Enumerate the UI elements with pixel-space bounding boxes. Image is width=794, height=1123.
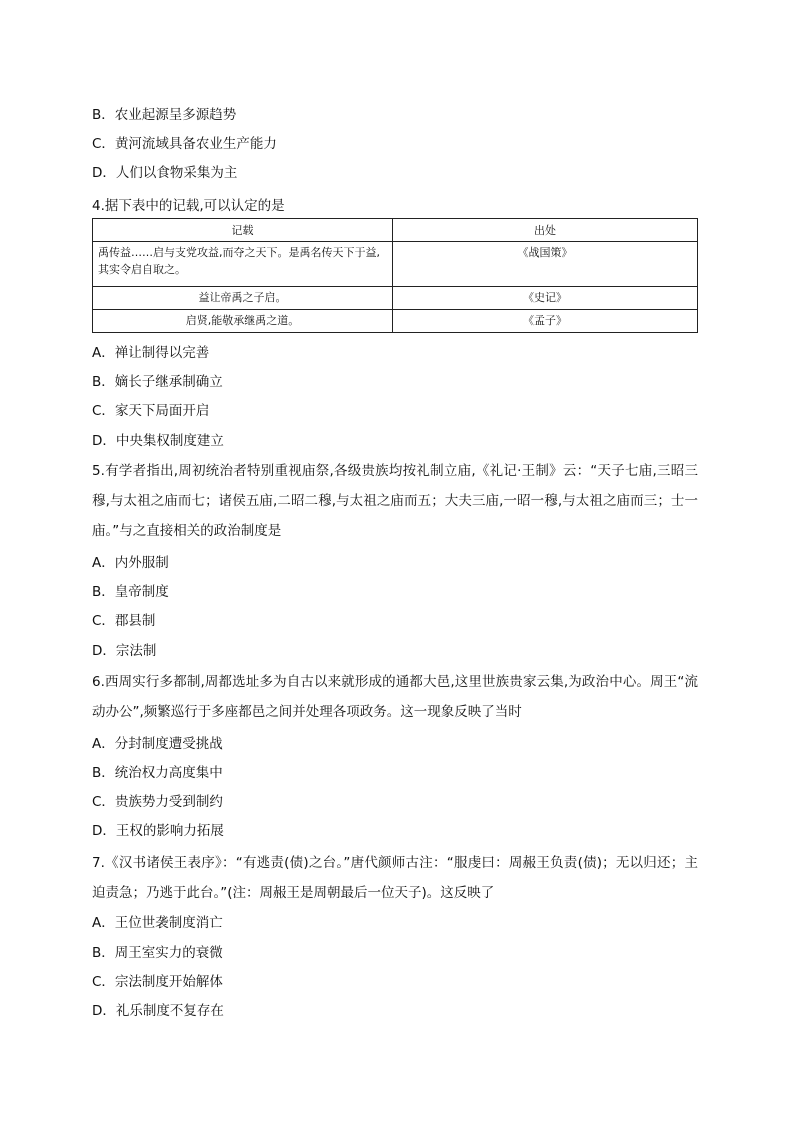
q4-stem: 4.据下表中的记载,可以认定的是 bbox=[92, 198, 285, 214]
option-letter: A． bbox=[92, 915, 115, 931]
option-letter: C． bbox=[92, 403, 115, 419]
q4-option-d bbox=[92, 432, 224, 450]
option-text: 王位世袭制度消亡 bbox=[114, 915, 223, 931]
option-letter: B． bbox=[92, 584, 115, 600]
q5-stem: 5.有学者指出,周初统治者特别重视庙祭,各级贵族均按礼制立庙,《礼记·王制》云：“天子七庙,三昭三穆,与太祖之庙而七；诸侯五庙,二昭二穆,与太祖之庙而五；大夫三庙,一昭一穆,与太祖之庙而三；士一庙。”与之直接相关的政治制度是 bbox=[92, 463, 698, 539]
option-text: 郡县制 bbox=[114, 613, 156, 629]
table-cell-source: 《战国策》 bbox=[393, 242, 698, 287]
table-row bbox=[93, 310, 698, 333]
q5-option-a bbox=[92, 554, 169, 572]
q4-option-a bbox=[92, 344, 209, 362]
option-letter: C． bbox=[92, 136, 115, 152]
option-text: 农业起源呈多源趋势 bbox=[114, 107, 237, 123]
table-header-record: 记载 bbox=[93, 219, 393, 242]
q4-option-c bbox=[92, 402, 209, 420]
option-text: 王权的影响力拓展 bbox=[115, 823, 224, 839]
q7-option-a bbox=[92, 914, 223, 932]
option-letter: D． bbox=[92, 433, 116, 449]
option-text: 嫡长子继承制确立 bbox=[114, 374, 223, 390]
q5-option-c bbox=[92, 612, 155, 630]
q7-option-d bbox=[92, 1002, 224, 1020]
q7-option-b bbox=[92, 944, 223, 962]
q4-option-b bbox=[92, 373, 223, 391]
table-row bbox=[93, 287, 698, 310]
option-text: 宗法制 bbox=[115, 643, 157, 659]
option-letter: B． bbox=[92, 765, 115, 781]
q3-option-b bbox=[92, 106, 236, 124]
option-letter: B． bbox=[92, 374, 115, 390]
option-text: 家天下局面开启 bbox=[114, 403, 210, 419]
q5-option-d bbox=[92, 642, 156, 660]
table-header-source: 出处 bbox=[393, 219, 698, 242]
q6-option-c bbox=[92, 793, 223, 811]
option-text: 宗法制度开始解体 bbox=[114, 974, 223, 990]
option-text: 礼乐制度不复存在 bbox=[115, 1003, 224, 1019]
option-letter: A． bbox=[92, 736, 115, 752]
q6-option-d bbox=[92, 822, 224, 840]
table-header-row bbox=[93, 219, 698, 242]
option-text: 中央集权制度建立 bbox=[115, 433, 224, 449]
q6-option-b bbox=[92, 764, 223, 782]
option-letter: A． bbox=[92, 555, 115, 571]
option-text: 黄河流域具备农业生产能力 bbox=[114, 136, 277, 152]
option-text: 贵族势力受到制约 bbox=[114, 794, 223, 810]
option-letter: B． bbox=[92, 945, 115, 961]
option-letter: D． bbox=[92, 1003, 116, 1019]
option-letter: D． bbox=[92, 643, 116, 659]
q4-records-table bbox=[92, 218, 698, 333]
option-letter: C． bbox=[92, 794, 115, 810]
q7-option-c bbox=[92, 973, 223, 991]
option-text: 周王室实力的衰微 bbox=[114, 945, 223, 961]
option-text: 人们以食物采集为主 bbox=[115, 165, 238, 181]
q5-option-b bbox=[92, 583, 169, 601]
option-letter: B． bbox=[92, 107, 115, 123]
table-cell-record: 益让帝禹之子启。 bbox=[93, 287, 393, 310]
table-row bbox=[93, 242, 698, 287]
table-cell-source: 《孟子》 bbox=[393, 310, 698, 333]
option-text: 禅让制得以完善 bbox=[114, 345, 210, 361]
table-cell-record: 启贤,能敬承继禹之道。 bbox=[93, 310, 393, 333]
option-text: 分封制度遭受挑战 bbox=[114, 736, 223, 752]
q3-option-d bbox=[92, 164, 237, 182]
table-cell-record: 禹传益……启与支党攻益,而夺之天下。是禹名传天下于益,其实令启自取之。 bbox=[93, 242, 393, 287]
q6-option-a bbox=[92, 735, 223, 753]
q3-option-c bbox=[92, 135, 277, 153]
option-letter: A． bbox=[92, 345, 115, 361]
option-text: 统治权力高度集中 bbox=[114, 765, 223, 781]
option-letter: D． bbox=[92, 165, 116, 181]
option-text: 皇帝制度 bbox=[114, 584, 169, 600]
option-letter: C． bbox=[92, 974, 115, 990]
option-text: 内外服制 bbox=[114, 555, 169, 571]
option-letter: D． bbox=[92, 823, 116, 839]
table-cell-source: 《史记》 bbox=[393, 287, 698, 310]
option-letter: C． bbox=[92, 613, 115, 629]
q7-stem: 7.《汉书诸侯王表序》：“有逃责(债)之台。”唐代颜师古注：“服虔曰：周赧王负责(债)；无以归还；主迫责急；乃逃于此台。”(注：周赧王是周朝最后一位天子)。这反映了 bbox=[92, 855, 698, 901]
q6-stem: 6.西周实行多都制,周都选址多为自古以来就形成的通都大邑,这里世族贵家云集,为政治中心。周王“流动办公”,频繁巡行于多座都邑之间并处理各项政务。这一现象反映了当时 bbox=[92, 674, 698, 720]
